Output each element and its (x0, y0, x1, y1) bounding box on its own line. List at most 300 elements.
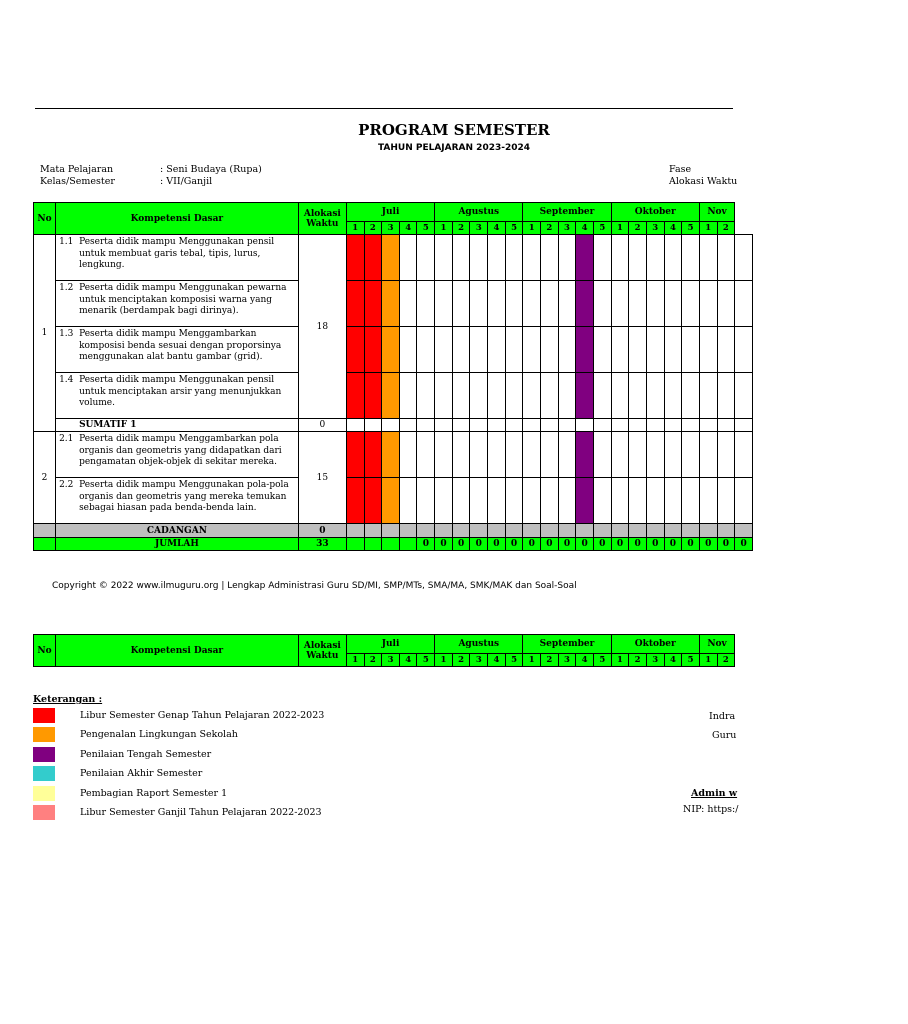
week-cell (505, 373, 523, 419)
group-number: 1 (34, 235, 56, 432)
col-no-header: No (34, 635, 56, 667)
jumlah-week: 0 (664, 538, 682, 551)
second-table-container (33, 634, 734, 667)
week-cell (505, 327, 523, 373)
week-header: 1 (523, 222, 541, 235)
week-cell (435, 235, 453, 281)
week-cell (417, 419, 435, 432)
week-cell (593, 524, 611, 538)
week-cell (593, 419, 611, 432)
week-cell (346, 235, 364, 281)
week-cell (470, 524, 488, 538)
week-cell (611, 478, 629, 524)
week-cell (629, 373, 647, 419)
jumlah-week: 0 (735, 538, 753, 551)
week-cell (593, 281, 611, 327)
week-cell (399, 327, 417, 373)
week-cell (523, 419, 541, 432)
week-header: 1 (435, 222, 453, 235)
week-header: 3 (646, 222, 664, 235)
program-table-header-repeat (33, 634, 753, 667)
week-cell (435, 327, 453, 373)
week-cell (682, 419, 700, 432)
week-cell (417, 373, 435, 419)
jumlah-week: 0 (558, 538, 576, 551)
legend-item (33, 726, 238, 744)
week-cell (364, 524, 382, 538)
legend-label: Pembagian Raport Semester 1 (80, 787, 228, 799)
week-cell (558, 524, 576, 538)
legend-swatch (33, 747, 55, 762)
month-header: September (523, 635, 611, 654)
legend-item (33, 745, 211, 763)
week-cell (505, 432, 523, 478)
week-cell (576, 373, 594, 419)
week-cell (346, 373, 364, 419)
week-cell (417, 524, 435, 538)
week-cell (611, 432, 629, 478)
week-cell (364, 235, 382, 281)
week-cell (488, 432, 506, 478)
kd-number: 2.2 (59, 480, 74, 490)
jumlah-week: 0 (629, 538, 647, 551)
page-title: PROGRAM SEMESTER (358, 121, 550, 139)
jumlah-label: JUMLAH (56, 538, 299, 551)
week-header: 2 (364, 222, 382, 235)
legend-swatch (33, 786, 55, 801)
week-cell (435, 419, 453, 432)
kd-content (56, 235, 298, 272)
kd-number: 1.3 (59, 329, 74, 339)
kd-cell (56, 373, 299, 419)
legend-item (33, 804, 322, 822)
kd-content (56, 478, 298, 515)
week-cell (364, 281, 382, 327)
sumatif-row (34, 419, 753, 432)
week-header: 5 (682, 222, 700, 235)
week-header: 5 (505, 222, 523, 235)
mapel-label: Mata Pelajaran (40, 164, 114, 175)
header-rule (35, 108, 733, 109)
week-cell (470, 235, 488, 281)
kd-text: Peserta didik mampu Menggunakan pensil untuk menciptakan arsir yang menunjukkan volume. (79, 375, 282, 408)
legend-swatch (33, 708, 55, 723)
week-cell (541, 235, 559, 281)
week-cell (646, 327, 664, 373)
week-header: 3 (470, 222, 488, 235)
kd-row (34, 281, 753, 327)
week-cell (505, 419, 523, 432)
kd-text: Peserta didik mampu Menggunakan pewarna untuk menciptakan komposisi warna yang menarik (berdampak bagi dirinya). (79, 283, 287, 316)
jumlah-week: 0 (646, 538, 664, 551)
legend-title: Keterangan : (33, 694, 103, 705)
week-cell (558, 327, 576, 373)
week-cell (470, 373, 488, 419)
week-cell (664, 524, 682, 538)
week-cell (417, 478, 435, 524)
kd-row (34, 432, 753, 478)
legend-swatch (33, 805, 55, 820)
week-header: 4 (488, 654, 506, 667)
month-header: Oktober (611, 203, 699, 222)
legend-label: Penilaian Tengah Semester (80, 748, 212, 760)
cadangan-value: 0 (298, 524, 346, 538)
week-cell (717, 524, 735, 538)
week-cell (576, 478, 594, 524)
week-header: 1 (611, 222, 629, 235)
week-cell (735, 524, 753, 538)
jumlah-week (382, 538, 400, 551)
mapel-value: : Seni Budaya (Rupa) (160, 164, 262, 175)
week-header: 3 (558, 654, 576, 667)
kd-content (56, 373, 298, 410)
week-cell (682, 235, 700, 281)
week-header: 4 (399, 654, 417, 667)
week-cell (364, 327, 382, 373)
week-cell (664, 373, 682, 419)
week-header: 4 (399, 222, 417, 235)
week-header: 2 (452, 654, 470, 667)
signature-role: Guru (712, 730, 737, 741)
month-header: September (523, 203, 611, 222)
week-header: 2 (717, 222, 735, 235)
week-cell (558, 235, 576, 281)
week-cell (346, 419, 364, 432)
week-cell (435, 478, 453, 524)
legend-swatch (33, 727, 55, 742)
week-header: 1 (435, 654, 453, 667)
week-cell (682, 524, 700, 538)
cadangan-row (34, 524, 753, 538)
week-cell (399, 432, 417, 478)
alokasi-label: Alokasi Waktu (669, 176, 738, 187)
legend-label: Penilaian Akhir Semester (80, 768, 203, 779)
week-cell (505, 281, 523, 327)
week-cell (629, 327, 647, 373)
week-header: 2 (629, 222, 647, 235)
week-header: 2 (364, 654, 382, 667)
week-cell (664, 235, 682, 281)
week-cell (646, 478, 664, 524)
week-cell (682, 478, 700, 524)
signature-place: Indra (709, 711, 736, 722)
week-cell (646, 432, 664, 478)
week-header: 1 (346, 222, 364, 235)
week-cell (682, 281, 700, 327)
week-cell (611, 327, 629, 373)
month-header: Agustus (435, 635, 523, 654)
program-table-container (33, 202, 747, 551)
week-header: 2 (541, 654, 559, 667)
legend-swatch (33, 766, 55, 781)
group-number: 2 (34, 432, 56, 524)
week-cell (382, 478, 400, 524)
week-cell (382, 327, 400, 373)
week-cell (523, 235, 541, 281)
month-header: Oktober (611, 635, 699, 654)
week-cell (717, 432, 735, 478)
week-cell (593, 478, 611, 524)
kd-row (34, 478, 753, 524)
kd-number: 1.1 (59, 237, 74, 247)
header-row (34, 203, 753, 222)
legend-item (33, 784, 227, 802)
week-cell (576, 235, 594, 281)
week-cell (505, 235, 523, 281)
jumlah-week: 0 (452, 538, 470, 551)
jumlah-value: 33 (298, 538, 346, 551)
jumlah-week (346, 538, 364, 551)
week-cell (611, 524, 629, 538)
week-cell (399, 524, 417, 538)
week-header: 3 (470, 654, 488, 667)
kd-text: Peserta didik mampu Menggambarkan pola organis dan geometris yang didapatkan dari pengamatan objek-objek di sekitar mereka. (79, 434, 282, 467)
week-cell (699, 478, 717, 524)
signature-nip: NIP: https:/ (683, 804, 739, 815)
week-cell (364, 478, 382, 524)
week-cell (629, 235, 647, 281)
week-cell (488, 235, 506, 281)
week-cell (399, 373, 417, 419)
week-cell (505, 524, 523, 538)
legend-label: Libur Semester Genap Tahun Pelajaran 2022-2023 (80, 709, 325, 721)
week-header: 3 (382, 222, 400, 235)
week-cell (541, 419, 559, 432)
week-cell (417, 327, 435, 373)
week-cell (593, 432, 611, 478)
week-cell (629, 419, 647, 432)
week-header: 2 (629, 654, 647, 667)
week-cell (629, 478, 647, 524)
week-cell (541, 373, 559, 419)
month-header: Nov (699, 635, 734, 654)
kelas-label: Kelas/Semester (40, 176, 115, 187)
week-cell (364, 419, 382, 432)
kd-number: 1.2 (59, 283, 74, 293)
week-cell (541, 432, 559, 478)
week-cell (664, 419, 682, 432)
kd-cell (56, 478, 299, 524)
week-cell (435, 432, 453, 478)
week-cell (346, 478, 364, 524)
week-cell (488, 419, 506, 432)
week-cell (523, 478, 541, 524)
week-header: 1 (523, 654, 541, 667)
week-header: 3 (646, 654, 664, 667)
week-cell (576, 419, 594, 432)
week-cell (576, 281, 594, 327)
week-cell (488, 281, 506, 327)
week-cell (470, 432, 488, 478)
week-cell (382, 281, 400, 327)
week-cell (417, 235, 435, 281)
week-cell (435, 524, 453, 538)
week-cell (646, 373, 664, 419)
week-cell (611, 235, 629, 281)
week-cell (646, 235, 664, 281)
week-cell (452, 524, 470, 538)
week-cell (541, 478, 559, 524)
week-header: 1 (346, 654, 364, 667)
week-header: 5 (593, 654, 611, 667)
week-cell (682, 432, 700, 478)
week-cell (699, 419, 717, 432)
kd-text: Peserta didik mampu Menggambarkan komposisi benda sesuai dengan proporsinya menggunakan alat bantu gambar (grid). (79, 329, 282, 362)
week-cell (452, 235, 470, 281)
week-cell (664, 327, 682, 373)
jumlah-week: 0 (717, 538, 735, 551)
week-cell (646, 524, 664, 538)
week-header: 5 (593, 222, 611, 235)
week-cell (523, 524, 541, 538)
week-cell (346, 524, 364, 538)
week-cell (611, 419, 629, 432)
week-cell (346, 432, 364, 478)
week-cell (488, 327, 506, 373)
kd-cell (56, 235, 299, 281)
week-cell (541, 327, 559, 373)
week-cell (364, 432, 382, 478)
col-alokasi-header: Alokasi Waktu (298, 203, 346, 235)
week-cell (488, 478, 506, 524)
week-cell (558, 478, 576, 524)
week-cell (505, 478, 523, 524)
week-cell (382, 235, 400, 281)
kd-cell (56, 432, 299, 478)
week-cell (717, 281, 735, 327)
week-header: 4 (576, 654, 594, 667)
week-cell (382, 373, 400, 419)
kd-text: Peserta didik mampu Menggunakan pensil untuk membuat garis tebal, tipis, lurus, lengkung. (79, 237, 275, 270)
week-cell (523, 373, 541, 419)
week-cell (523, 432, 541, 478)
week-header: 3 (558, 222, 576, 235)
week-cell (452, 281, 470, 327)
kd-row (34, 327, 753, 373)
week-cell (646, 281, 664, 327)
kd-row (34, 373, 753, 419)
alokasi-value: 15 (298, 432, 346, 524)
week-cell (470, 281, 488, 327)
week-cell (470, 419, 488, 432)
jumlah-week: 0 (593, 538, 611, 551)
month-header: Agustus (435, 203, 523, 222)
week-cell (399, 281, 417, 327)
week-cell (399, 419, 417, 432)
week-cell (664, 281, 682, 327)
week-header: 5 (417, 222, 435, 235)
jumlah-no-cell (34, 538, 56, 551)
week-header: 2 (541, 222, 559, 235)
month-header: Juli (346, 203, 434, 222)
week-cell (382, 524, 400, 538)
week-cell (699, 432, 717, 478)
week-cell (735, 432, 753, 478)
week-header: 4 (488, 222, 506, 235)
week-cell (735, 281, 753, 327)
week-header: 4 (576, 222, 594, 235)
week-cell (435, 281, 453, 327)
month-header: Juli (346, 635, 434, 654)
month-header: Nov (699, 203, 734, 222)
legend-label: Libur Semester Ganjil Tahun Pelajaran 2022-2023 (80, 807, 322, 818)
week-cell (558, 281, 576, 327)
header-row (34, 635, 753, 654)
week-cell (541, 524, 559, 538)
week-cell (488, 524, 506, 538)
week-cell (611, 373, 629, 419)
kd-cell (56, 281, 299, 327)
week-cell (664, 432, 682, 478)
fase-label: Fase (669, 164, 692, 175)
jumlah-week: 0 (576, 538, 594, 551)
copyright-text: Copyright © 2022 www.ilmuguru.org | Lengkap Administrasi Guru SD/MI, SMP/MTs, SMA/MA, SMK/MAK dan Soal-Soal (52, 581, 577, 591)
col-alokasi-header: Alokasi Waktu (298, 635, 346, 667)
week-cell (364, 373, 382, 419)
week-cell (593, 235, 611, 281)
jumlah-week (399, 538, 417, 551)
week-cell (452, 478, 470, 524)
week-header: 3 (382, 654, 400, 667)
week-header: 4 (664, 654, 682, 667)
week-cell (699, 524, 717, 538)
col-no-header: No (34, 203, 56, 235)
sumatif-value: 0 (298, 419, 346, 432)
jumlah-week: 0 (682, 538, 700, 551)
page-subtitle: TAHUN PELAJARAN 2023-2024 (377, 143, 531, 153)
week-cell (452, 419, 470, 432)
cadangan-label: CADANGAN (56, 524, 299, 538)
week-cell (699, 327, 717, 373)
week-cell (735, 327, 753, 373)
week-cell (523, 281, 541, 327)
week-cell (682, 373, 700, 419)
kd-content (56, 432, 298, 469)
week-cell (399, 478, 417, 524)
kd-number: 2.1 (59, 434, 74, 444)
legend-item (33, 765, 202, 783)
week-cell (435, 373, 453, 419)
week-header: 2 (717, 654, 735, 667)
jumlah-week: 0 (470, 538, 488, 551)
week-cell (523, 327, 541, 373)
week-cell (346, 281, 364, 327)
jumlah-row (34, 538, 753, 551)
week-header: 2 (452, 222, 470, 235)
week-cell (593, 327, 611, 373)
week-cell (682, 327, 700, 373)
week-cell (717, 373, 735, 419)
week-cell (629, 432, 647, 478)
jumlah-week: 0 (699, 538, 717, 551)
signature-name: Admin w (691, 788, 738, 799)
week-cell (717, 478, 735, 524)
week-cell (593, 373, 611, 419)
week-cell (488, 373, 506, 419)
jumlah-week: 0 (523, 538, 541, 551)
week-cell (629, 524, 647, 538)
jumlah-week: 0 (417, 538, 435, 551)
jumlah-week: 0 (611, 538, 629, 551)
week-cell (629, 281, 647, 327)
week-cell (735, 373, 753, 419)
week-cell (735, 478, 753, 524)
kd-text: Peserta didik mampu Menggunakan pola-pola organis dan geometris yang mereka temukan sebagai hiasan pada benda-benda lain. (79, 480, 289, 513)
program-table (33, 202, 753, 551)
kd-content (56, 281, 298, 318)
week-header: 5 (682, 654, 700, 667)
jumlah-week (364, 538, 382, 551)
